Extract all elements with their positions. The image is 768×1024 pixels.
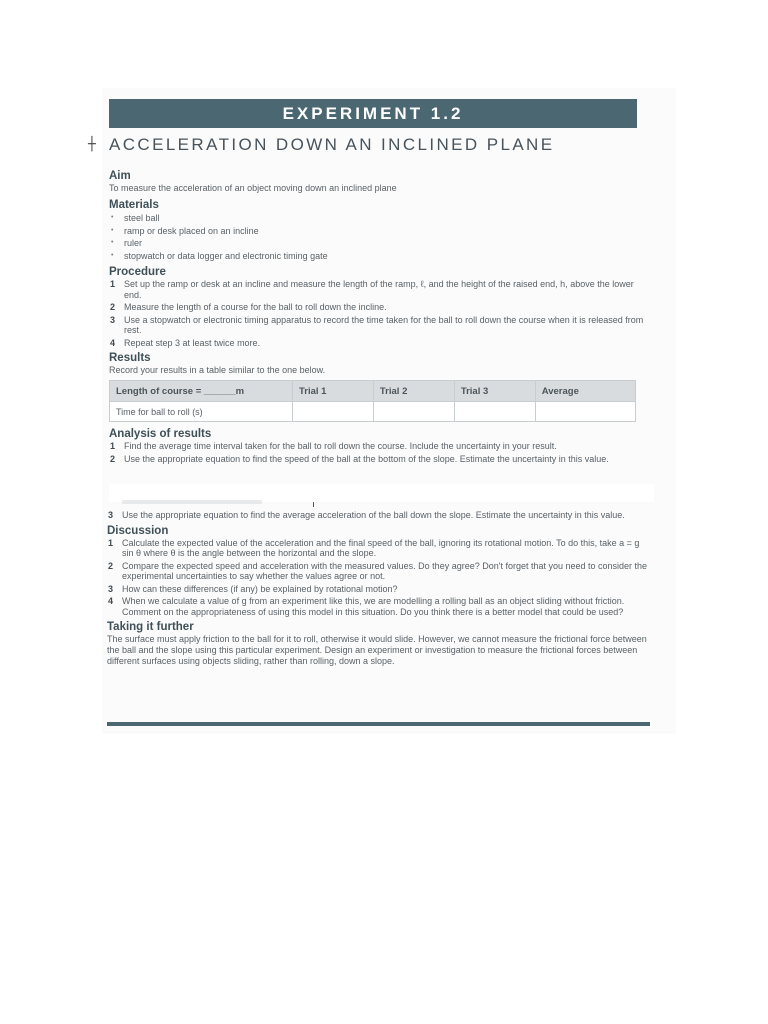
step-text: When we calculate a value of g from an experiment like this, we are modelling a rolling ball as an object sliding without friction. Comment on the appropriateness of using this model in this situation. Do you think there is a better model that could be used? xyxy=(122,596,625,617)
step-number: 4 xyxy=(110,337,116,348)
list-item xyxy=(107,538,652,559)
bottom-rule xyxy=(107,722,650,726)
list-item: • steel ball xyxy=(109,212,644,225)
discussion-steps xyxy=(107,538,652,618)
step-number: 1 xyxy=(108,537,114,548)
step-text: Calculate the expected value of the acceleration and the final speed of the ball, ignoring its rotational motion. To do this, take a = g sin θ where θ is the angle between the horizontal and the slope. xyxy=(122,537,640,558)
step-number: 3 xyxy=(108,510,114,520)
list-item xyxy=(109,315,644,336)
list-item xyxy=(109,454,644,465)
analysis-steps-continued xyxy=(107,510,652,521)
list-item xyxy=(109,302,644,313)
procedure-heading: Procedure xyxy=(109,266,166,278)
experiment-title-banner: EXPERIMENT 1.2 xyxy=(109,99,637,128)
step-text: How can these differences (if any) be explained by rotational motion? xyxy=(122,583,398,594)
document-content-top xyxy=(109,166,644,466)
step-text: Use the appropriate equation to find the speed of the ball at the bottom of the slope. Estimate the uncertainty in this value. xyxy=(124,453,609,464)
step-number: 2 xyxy=(108,560,114,571)
table-cell xyxy=(454,402,535,422)
procedure-steps xyxy=(109,279,644,348)
aim-heading: Aim xyxy=(109,170,131,182)
table-cell xyxy=(373,402,454,422)
crop-mark-icon: ┼ xyxy=(88,137,96,152)
discussion-heading: Discussion xyxy=(107,524,169,537)
list-item: • ruler xyxy=(109,237,644,250)
list-item xyxy=(107,510,652,521)
step-text: Measure the length of a course for the ball to roll down the incline. xyxy=(124,302,387,312)
results-text: Record your results in a table similar to the one below. xyxy=(109,365,326,375)
column-header: Trial 2 xyxy=(373,381,454,402)
step-number: 3 xyxy=(110,314,116,325)
column-header: Trial 1 xyxy=(293,381,374,402)
step-text: Set up the ramp or desk at an incline and measure the length of the ramp, ℓ, and the height of the raised end, h, above the lower end. xyxy=(124,279,634,300)
table-cell xyxy=(293,402,374,422)
list-item: • ramp or desk placed on an incline xyxy=(109,225,644,238)
step-text: Find the average time interval taken for the ball to roll down the course. Include the uncertainty in your result. xyxy=(124,441,557,451)
materials-list xyxy=(109,212,644,262)
table-cell: Time for ball to roll (s) xyxy=(110,402,293,422)
table-row xyxy=(110,402,636,422)
results-table xyxy=(109,380,636,422)
scan-artifact xyxy=(122,500,262,504)
list-item xyxy=(109,338,644,349)
list-item xyxy=(109,441,644,452)
step-text: Compare the expected speed and acceleration with the measured values. Do they agree? Don't forget that you need to consider the experimental uncertainties to say whether the values agree or not. xyxy=(122,560,648,581)
further-heading: Taking it further xyxy=(107,621,194,633)
step-text: Repeat step 3 at least twice more. xyxy=(124,337,261,348)
list-item xyxy=(107,584,652,595)
list-item: • stopwatch or data logger and electronic timing gate xyxy=(109,250,644,263)
materials-heading: Materials xyxy=(109,199,159,211)
document-content-bottom xyxy=(107,510,652,667)
list-item xyxy=(107,596,652,617)
step-number: 4 xyxy=(108,596,114,606)
table-header-row xyxy=(110,381,636,402)
column-header: Average xyxy=(535,381,635,402)
step-number: 1 xyxy=(110,279,116,289)
column-header: Trial 3 xyxy=(454,381,535,402)
list-item xyxy=(107,561,652,582)
experiment-subtitle: ACCELERATION DOWN AN INCLINED PLANE xyxy=(109,135,555,154)
step-number: 2 xyxy=(110,453,116,464)
step-number: 3 xyxy=(108,583,114,594)
column-header: Length of course = ______m xyxy=(110,381,293,402)
analysis-heading: Analysis of results xyxy=(109,428,212,440)
results-heading: Results xyxy=(109,352,151,364)
table-cell xyxy=(535,402,635,422)
list-item xyxy=(109,279,644,300)
step-text: Use the appropriate equation to find the average acceleration of the ball down the slope. Estimate the uncertainty in this value. xyxy=(122,510,625,520)
further-text: The surface must apply friction to the ball for it to roll, otherwise it would slide. However, we cannot measure the frictional force between the ball and the slope using this particular experiment. Design an experiment or investigation to measure the frictional forces between different surfaces using objects sliding, rather than rolling, down a slope. xyxy=(107,634,647,666)
scan-tick-mark xyxy=(313,502,314,507)
aim-text: To measure the acceleration of an object moving down an inclined plane xyxy=(109,183,397,193)
step-number: 2 xyxy=(110,302,116,312)
step-number: 1 xyxy=(110,441,116,451)
analysis-steps xyxy=(109,441,644,464)
step-text: Use a stopwatch or electronic timing apparatus to record the time taken for the ball to roll down the course when it is released from rest. xyxy=(124,314,644,335)
